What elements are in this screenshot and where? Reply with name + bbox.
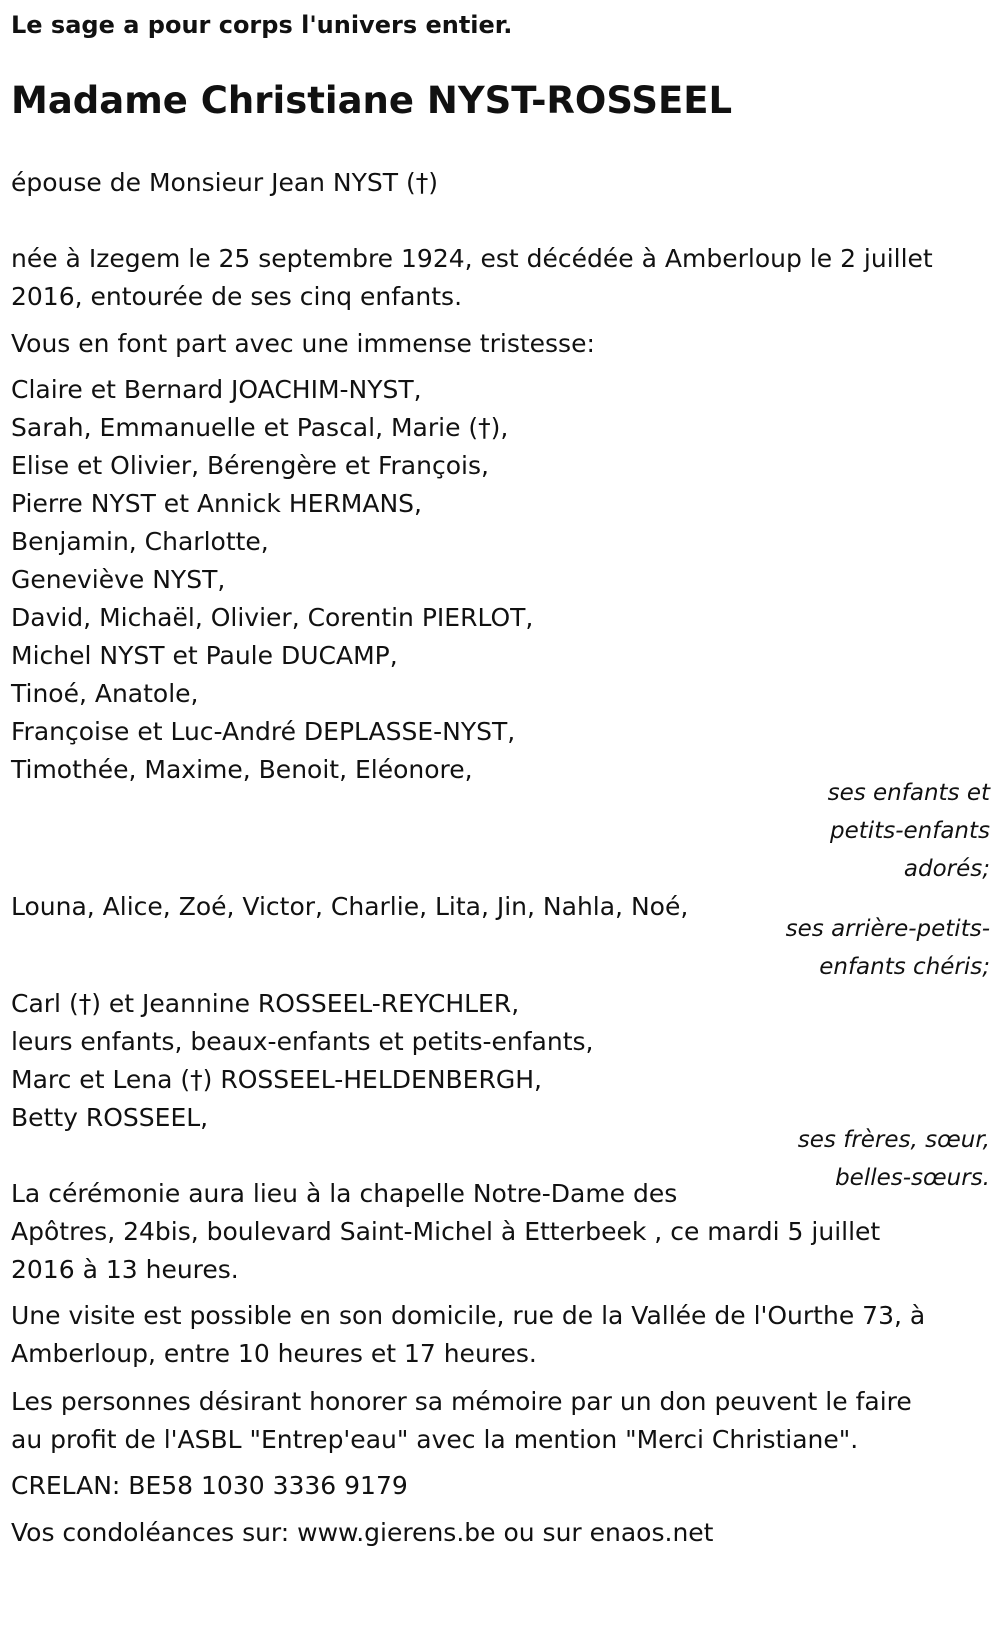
birth-death-line-2: 2016, entourée de ses cinq enfants. bbox=[11, 282, 463, 311]
family-line: Timothée, Maxime, Benoit, Eléonore, bbox=[11, 755, 473, 784]
donation-line: au profit de l'ASBL "Entrep'eau" avec la mention "Merci Christiane". bbox=[11, 1425, 859, 1454]
family-line: David, Michaël, Olivier, Corentin PIERLOT, bbox=[11, 603, 534, 632]
visit-line: Amberloup, entre 10 heures et 17 heures. bbox=[11, 1339, 537, 1368]
relation-label: petits-enfants bbox=[830, 818, 990, 844]
family-line: Tinoé, Anatole, bbox=[11, 679, 199, 708]
deceased-name: Madame Christiane NYST-ROSSEEL bbox=[11, 79, 733, 122]
birth-death-line-1: née à Izegem le 25 septembre 1924, est décédée à Amberloup le 2 juillet bbox=[11, 244, 933, 273]
relation-label: ses enfants et bbox=[827, 780, 990, 806]
relation-label: belles-sœurs. bbox=[835, 1165, 990, 1191]
relation-label: enfants chéris; bbox=[819, 954, 990, 980]
family-line: Benjamin, Charlotte, bbox=[11, 527, 269, 556]
family-line: Betty ROSSEEL, bbox=[11, 1103, 209, 1132]
condolences-line: Vos condoléances sur: www.gierens.be ou sur enaos.net bbox=[11, 1518, 714, 1547]
spouse-line: épouse de Monsieur Jean NYST (†) bbox=[11, 168, 439, 197]
family-line: Elise et Olivier, Bérengère et François, bbox=[11, 451, 489, 480]
ceremony-line: Apôtres, 24bis, boulevard Saint-Michel à Etterbeek , ce mardi 5 juillet bbox=[11, 1217, 881, 1246]
ceremony-line: La cérémonie aura lieu à la chapelle Notre-Dame des bbox=[11, 1179, 678, 1208]
family-line: Marc et Lena (†) ROSSEEL-HELDENBERGH, bbox=[11, 1065, 542, 1094]
family-line: leurs enfants, beaux-enfants et petits-enfants, bbox=[11, 1027, 594, 1056]
relation-label: ses frères, sœur, bbox=[797, 1127, 990, 1153]
family-line: Françoise et Luc-André DEPLASSE-NYST, bbox=[11, 717, 516, 746]
relation-label: adorés; bbox=[903, 856, 990, 882]
announcement: Vous en font part avec une immense tristesse: bbox=[11, 329, 595, 358]
donation-line: Les personnes désirant honorer sa mémoire par un don peuvent le faire bbox=[11, 1387, 912, 1416]
family-line: Pierre NYST et Annick HERMANS, bbox=[11, 489, 422, 518]
bank-account: CRELAN: BE58 1030 3336 9179 bbox=[11, 1471, 408, 1500]
family-line: Sarah, Emmanuelle et Pascal, Marie (†), bbox=[11, 413, 509, 442]
family-line: Claire et Bernard JOACHIM-NYST, bbox=[11, 375, 422, 404]
relation-label: ses arrière-petits- bbox=[785, 916, 990, 942]
ceremony-line: 2016 à 13 heures. bbox=[11, 1255, 239, 1284]
family-line: Geneviève NYST, bbox=[11, 565, 226, 594]
visit-line: Une visite est possible en son domicile, rue de la Vallée de l'Ourthe 73, à bbox=[11, 1301, 926, 1330]
motto: Le sage a pour corps l'univers entier. bbox=[11, 11, 513, 39]
family-line: Carl (†) et Jeannine ROSSEEL-REYCHLER, bbox=[11, 989, 520, 1018]
family-line: Michel NYST et Paule DUCAMP, bbox=[11, 641, 398, 670]
great-grandchildren-line: Louna, Alice, Zoé, Victor, Charlie, Lita, Jin, Nahla, Noé, bbox=[11, 892, 689, 921]
